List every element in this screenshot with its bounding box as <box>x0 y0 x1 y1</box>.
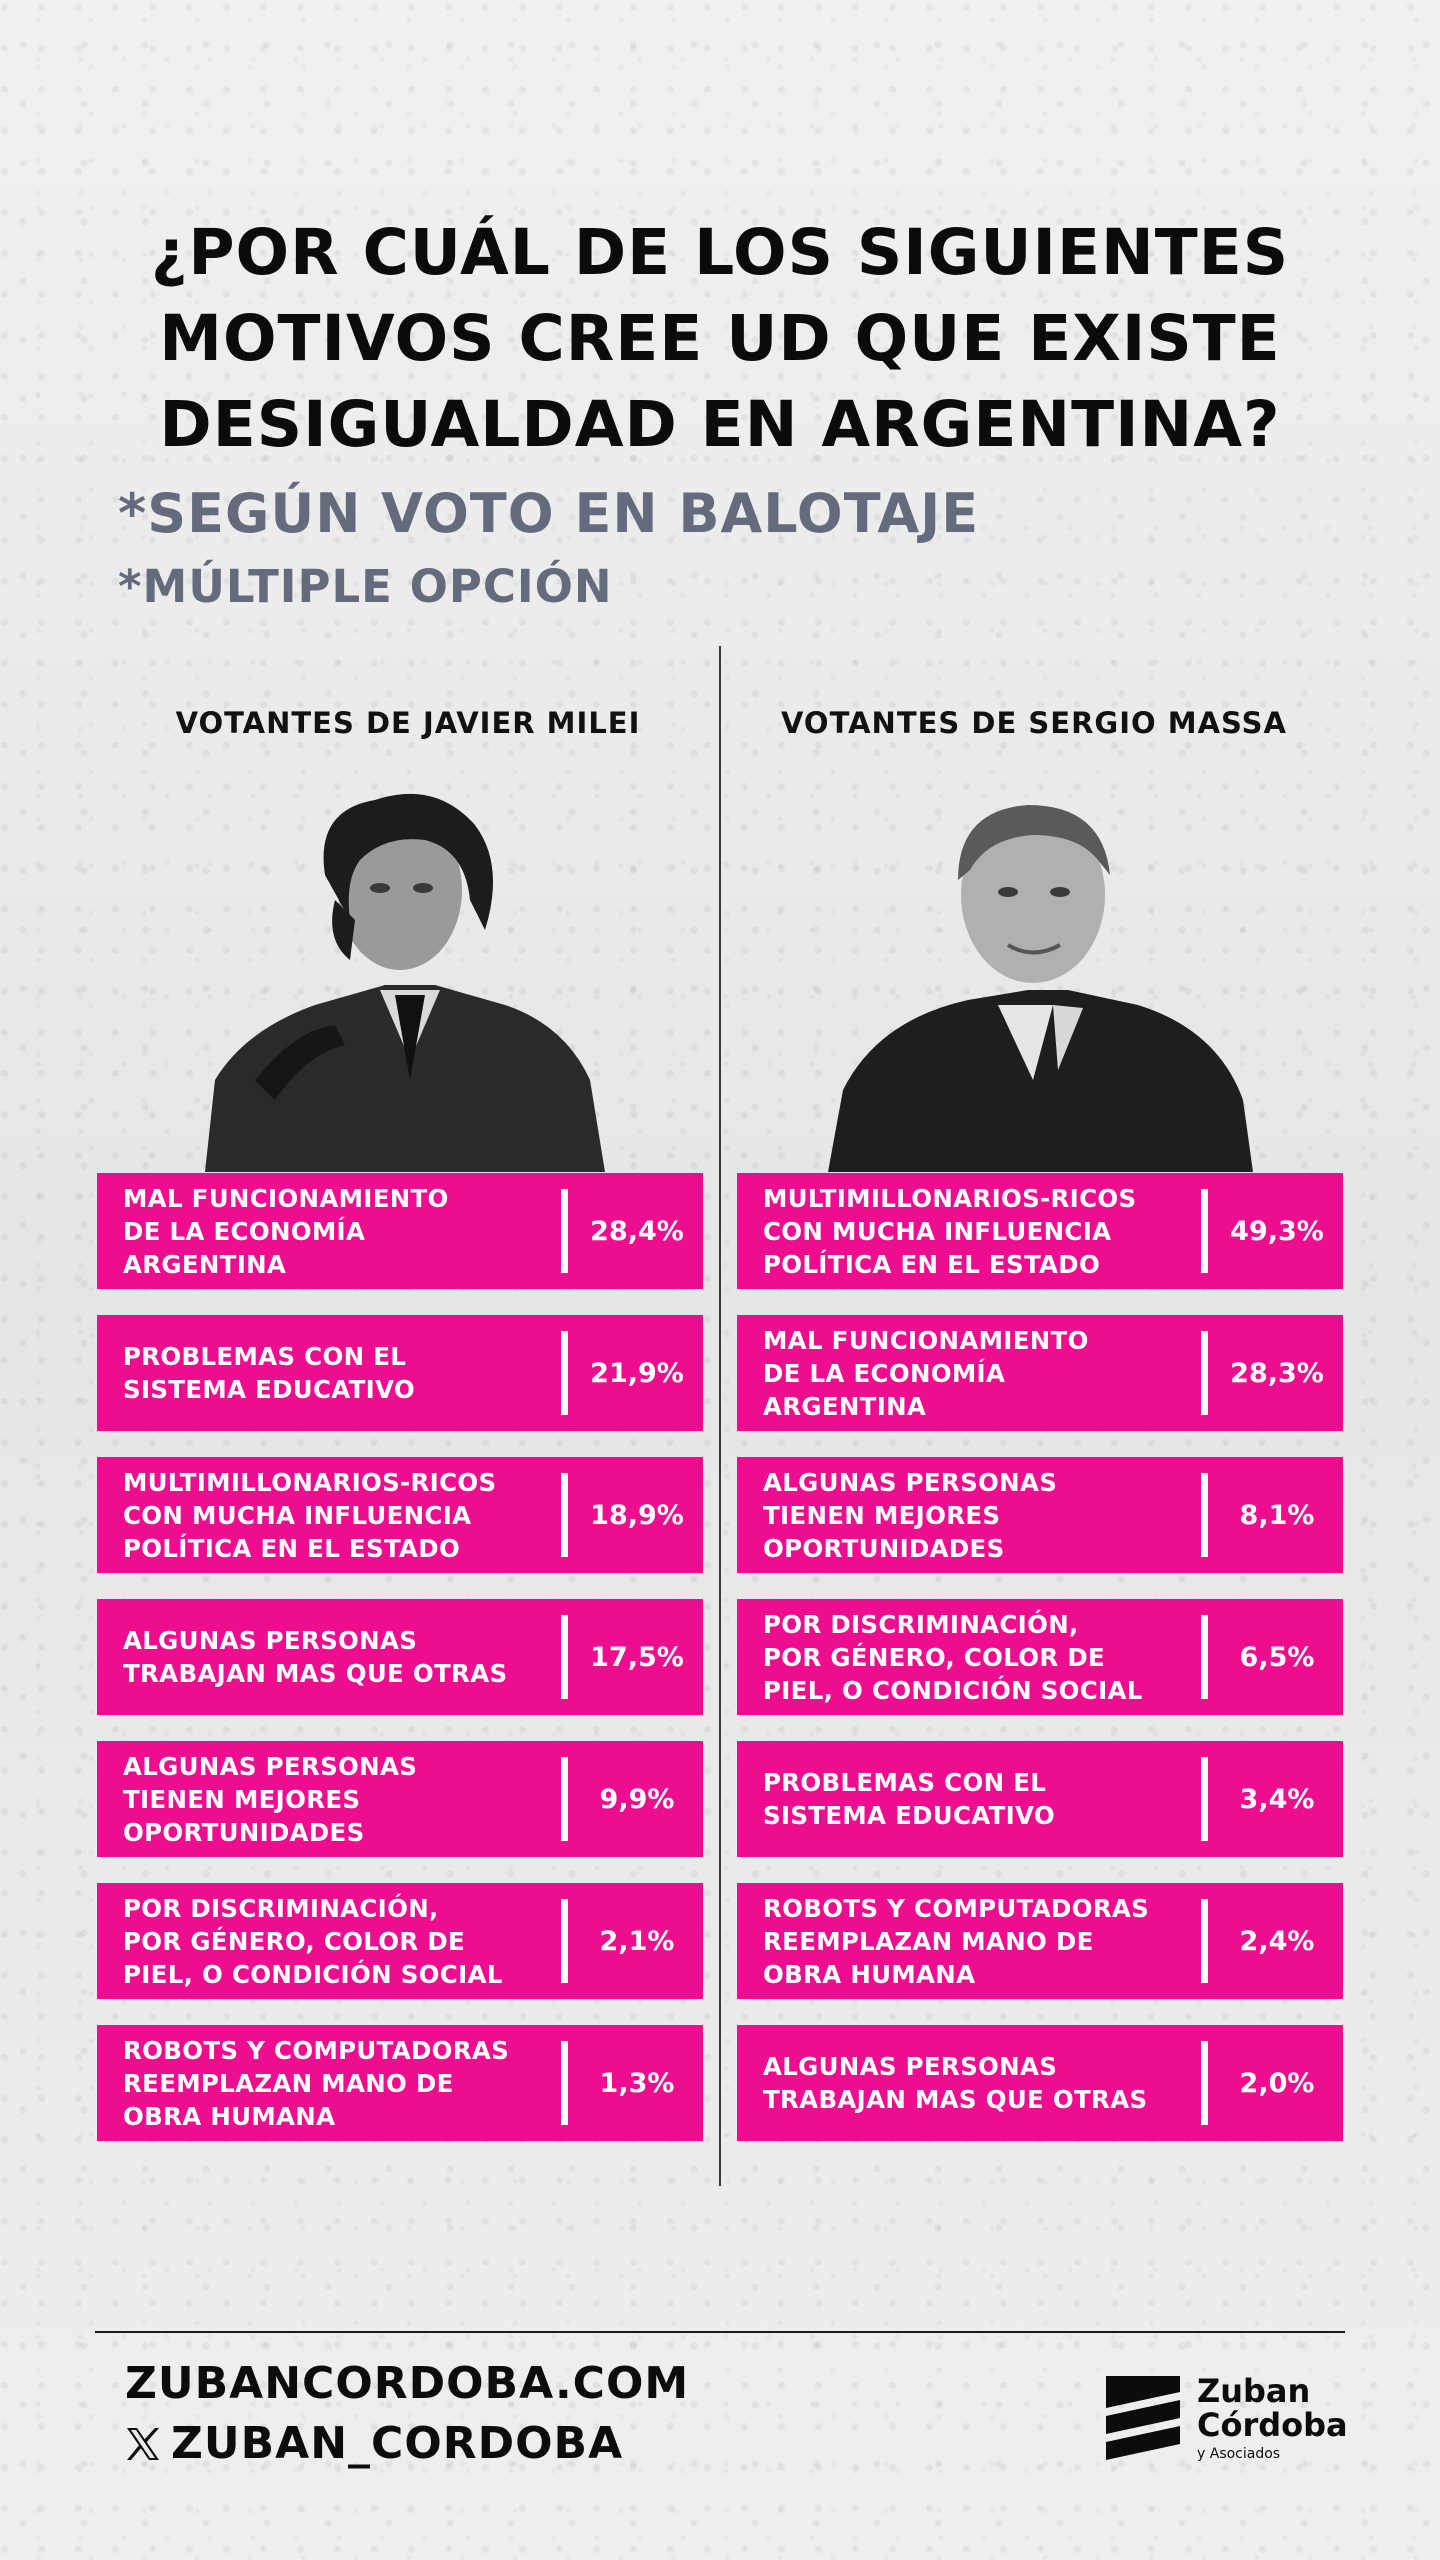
subtitle-balotaje: *SEGÚN VOTO EN BALOTAJE <box>118 482 980 545</box>
zuban-logo-icon <box>1102 2368 1184 2464</box>
massa-row-5 <box>737 1741 1343 1857</box>
subtitle-multiple: *MÚLTIPLE OPCIÓN <box>118 560 613 613</box>
massa-row-label: ALGUNAS PERSONAS TIENEN MEJORES OPORTUNIDADES <box>763 1467 1058 1563</box>
milei-row-label: ROBOTS Y COMPUTADORAS REEMPLAZAN MANO DE OBRA HUMANA <box>123 2035 510 2131</box>
milei-row-label: ALGUNAS PERSONAS TIENEN MEJORES OPORTUNIDADES <box>123 1751 418 1847</box>
website-link[interactable]: ZUBANCORDOBA.COM <box>125 2358 690 2409</box>
milei-row-label: PROBLEMAS CON EL SISTEMA EDUCATIVO <box>123 1342 416 1404</box>
massa-row-value: 8,1% <box>1239 1499 1315 1531</box>
milei-row-label: MULTIMILLONARIOS-RICOS CON MUCHA INFLUENCIA POLÍTICA EN EL ESTADO <box>123 1467 497 1563</box>
massa-row-value: 28,3% <box>1230 1357 1324 1389</box>
row-separator <box>561 2041 568 2125</box>
row-separator <box>1201 1331 1208 1415</box>
massa-row-label: PROBLEMAS CON EL SISTEMA EDUCATIVO <box>763 1768 1056 1830</box>
milei-row-4 <box>97 1599 703 1715</box>
massa-row-label: ALGUNAS PERSONAS TRABAJAN MAS QUE OTRAS <box>763 2052 1148 2114</box>
row-separator <box>1201 1189 1208 1273</box>
milei-row-label: ALGUNAS PERSONAS TRABAJAN MAS QUE OTRAS <box>123 1626 508 1688</box>
milei-row-label: MAL FUNCIONAMIENTO DE LA ECONOMÍA ARGENTINA <box>123 1183 449 1279</box>
massa-row-value: 6,5% <box>1239 1641 1315 1673</box>
row-separator <box>561 1615 568 1699</box>
row-separator <box>1201 1473 1208 1557</box>
massa-row-7 <box>737 2025 1343 2141</box>
massa-row-6 <box>737 1883 1343 1999</box>
massa-row-label: MAL FUNCIONAMIENTO DE LA ECONOMÍA ARGENTINA <box>763 1325 1089 1421</box>
row-separator <box>1201 1899 1208 1983</box>
massa-row-value: 3,4% <box>1239 1783 1315 1815</box>
row-separator <box>1201 1757 1208 1841</box>
milei-row-6 <box>97 1883 703 1999</box>
milei-row-label: POR DISCRIMINACIÓN, POR GÉNERO, COLOR DE PIEL, O CONDICIÓN SOCIAL <box>123 1893 503 1989</box>
column-header-massa: VOTANTES DE SERGIO MASSA <box>781 706 1287 740</box>
logo-text-zuban: Zuban <box>1197 2372 1311 2410</box>
massa-row-value: 2,4% <box>1239 1925 1315 1957</box>
massa-row-2 <box>737 1315 1343 1431</box>
milei-row-value: 1,3% <box>599 2067 675 2099</box>
title-line-1: ¿POR CUÁL DE LOS SIGUIENTES <box>150 216 1290 289</box>
x-logo-icon <box>125 2424 161 2464</box>
milei-row-value: 18,9% <box>590 1499 684 1531</box>
milei-row-value: 17,5% <box>590 1641 684 1673</box>
row-separator <box>561 1757 568 1841</box>
milei-row-7 <box>97 2025 703 2141</box>
massa-row-1 <box>737 1173 1343 1289</box>
title-line-2: MOTIVOS CREE UD QUE EXISTE <box>159 302 1281 375</box>
x-handle-link[interactable] <box>125 2418 623 2469</box>
massa-row-label: POR DISCRIMINACIÓN, POR GÉNERO, COLOR DE PIEL, O CONDICIÓN SOCIAL <box>763 1609 1143 1705</box>
x-handle-text: ZUBAN_CORDOBA <box>171 2418 624 2469</box>
milei-row-value: 9,9% <box>599 1783 675 1815</box>
logo-text-asociados: y Asociados <box>1197 2446 1281 2462</box>
zuban-cordoba-logo <box>1102 2368 1348 2468</box>
milei-row-2 <box>97 1315 703 1431</box>
milei-row-5 <box>97 1741 703 1857</box>
milei-row-value: 28,4% <box>590 1215 684 1247</box>
row-separator <box>1201 1615 1208 1699</box>
column-divider <box>719 646 721 2186</box>
row-separator <box>561 1189 568 1273</box>
column-header-milei: VOTANTES DE JAVIER MILEI <box>175 706 641 740</box>
massa-row-3 <box>737 1457 1343 1573</box>
massa-row-value: 2,0% <box>1239 2067 1315 2099</box>
footer-rule <box>95 2331 1345 2333</box>
milei-row-value: 21,9% <box>590 1357 684 1389</box>
milei-row-1 <box>97 1173 703 1289</box>
milei-row-3 <box>97 1457 703 1573</box>
portrait-milei-image <box>185 780 625 1172</box>
row-separator <box>1201 2041 1208 2125</box>
row-separator <box>561 1473 568 1557</box>
row-separator <box>561 1899 568 1983</box>
row-separator <box>561 1331 568 1415</box>
title-line-3: DESIGUALDAD EN ARGENTINA? <box>159 388 1281 461</box>
massa-row-label: MULTIMILLONARIOS-RICOS CON MUCHA INFLUENCIA POLÍTICA EN EL ESTADO <box>763 1183 1137 1279</box>
page-title <box>70 210 1370 468</box>
massa-row-label: ROBOTS Y COMPUTADORAS REEMPLAZAN MANO DE OBRA HUMANA <box>763 1893 1150 1989</box>
logo-text-cordoba: Córdoba <box>1197 2406 1348 2444</box>
portrait-massa-image <box>818 780 1258 1172</box>
milei-row-value: 2,1% <box>599 1925 675 1957</box>
massa-row-4 <box>737 1599 1343 1715</box>
massa-row-value: 49,3% <box>1230 1215 1324 1247</box>
